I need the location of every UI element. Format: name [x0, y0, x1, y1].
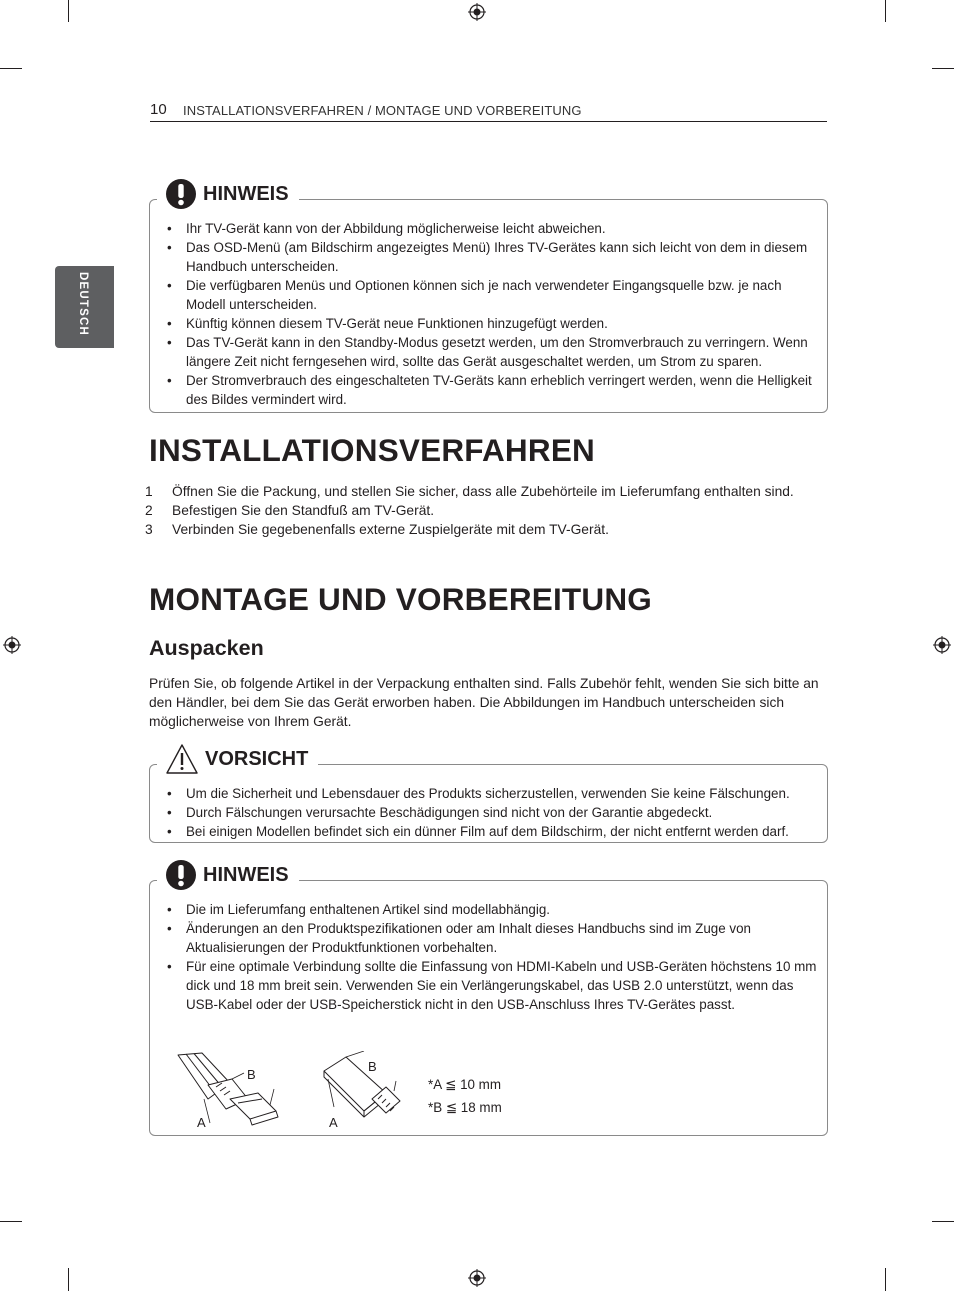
step-number: 1: [145, 484, 153, 499]
caution-title: VORSICHT: [205, 747, 309, 770]
step-text: Verbinden Sie gegebenenfalls externe Zuspielgeräte mit dem TV-Gerät.: [172, 522, 609, 537]
running-header: INSTALLATIONSVERFAHREN / MONTAGE UND VORBEREITUNG: [183, 103, 582, 118]
language-tab-label: DEUTSCH: [77, 272, 89, 336]
note-list: [159, 219, 819, 409]
hdmi-cable-illustration: [172, 1049, 288, 1131]
caution-header: [157, 741, 318, 777]
diagram-label-a: A: [197, 1115, 206, 1130]
list-item: • Das OSD-Menü (am Bildschirm angezeigtes Menü) Ihres TV-Gerätes kann sich leicht von dem in diesem Handbuch unterscheiden.: [159, 238, 819, 276]
crop-mark: [68, 0, 69, 22]
note-title: HINWEIS: [203, 182, 289, 205]
registration-mark-icon: [3, 636, 21, 654]
list-item: • Der Stromverbrauch des eingeschalteten TV-Geräts kann erheblich verringert werden, wenn die Helligkeit des Bildes vermindert wird.: [159, 371, 819, 409]
step-item: [145, 501, 835, 520]
section-heading-installation: INSTALLATIONSVERFAHREN: [149, 432, 595, 468]
size-spec-a: *A ≦ 10 mm: [428, 1077, 501, 1092]
step-text: Öffnen Sie die Packung, und stellen Sie sicher, dass alle Zubehörteile im Lieferumfang enthalten sind.: [172, 484, 794, 499]
registration-mark-icon: [468, 3, 486, 21]
list-item: • Das TV-Gerät kann in den Standby-Modus gesetzt werden, um den Stromverbrauch zu verringern. Wenn längere Zeit nicht ferngesehen wird, sollte das Gerät ausgeschaltet werden, um Strom zu sparen.: [159, 333, 819, 371]
size-spec: [428, 1073, 502, 1119]
language-tab: [55, 266, 114, 348]
auspacken-paragraph: Prüfen Sie, ob folgende Artikel in der Verpackung enthalten sind. Falls Zubehör fehlt, wenden Sie sich bitte an den Händler, bei dem Sie das Gerät erworben haben. Die Abbildungen im Handbuch unterscheiden sich möglicherweise von Ihrem Gerät.: [149, 676, 819, 729]
step-item: [145, 482, 835, 501]
crop-mark: [0, 68, 22, 69]
note-list: [159, 900, 819, 1014]
list-item: • Änderungen an den Produktspezifikationen oder am Inhalt dieses Handbuchs sind im Zuge von Aktualisierungen der Produktfunktionen vorbehalten.: [159, 919, 819, 957]
note-box: [149, 880, 828, 1136]
diagram-label-a: A: [329, 1115, 338, 1130]
step-number: 3: [145, 522, 153, 537]
exclamation-circle-icon: [165, 859, 197, 891]
note-box: [149, 199, 828, 413]
size-spec-b: *B ≦ 18 mm: [428, 1100, 502, 1115]
list-item: • Für eine optimale Verbindung sollte die Einfassung von HDMI-Kabeln und USB-Geräten höchstens 10 mm dick und 18 mm breit sein. Verwenden Sie ein Verlängerungskabel, das USB 2.0 unterstützt, wenn das USB-Kabel oder der USB-Speicherstick nicht in den USB-Anschluss Ihres TV-Gerätes passt.: [159, 957, 819, 1014]
note-header: [157, 857, 299, 893]
list-item: • Die im Lieferumfang enthaltenen Artikel sind modellabhängig.: [159, 900, 819, 919]
crop-mark: [68, 1268, 69, 1291]
note-title: HINWEIS: [203, 863, 289, 886]
step-text: Befestigen Sie den Standfuß am TV-Gerät.: [172, 503, 435, 518]
list-item: • Bei einigen Modellen befindet sich ein dünner Film auf dem Bildschirm, der nicht entfernt werden darf.: [159, 822, 819, 841]
installation-steps: [145, 482, 835, 539]
header-rule: [150, 121, 827, 122]
list-item: • Durch Fälschungen verursachte Beschädigungen sind nicht von der Garantie abgedeckt.: [159, 803, 819, 822]
warning-triangle-icon: [165, 743, 199, 775]
diagram-label-b: B: [247, 1067, 256, 1082]
crop-mark: [885, 0, 886, 22]
crop-mark: [0, 1221, 22, 1222]
registration-mark-icon: [468, 1269, 486, 1287]
caution-list: [159, 784, 819, 841]
list-item: • Die verfügbaren Menüs und Optionen können sich je nach verwendeter Eingangsquelle bzw. je nach Modell unterscheiden.: [159, 276, 819, 314]
note-header: [157, 176, 299, 212]
list-item: • Künftig können diesem TV-Gerät neue Funktionen hinzugefügt werden.: [159, 314, 819, 333]
step-number: 2: [145, 503, 153, 518]
crop-mark: [932, 68, 954, 69]
page-number: 10: [150, 101, 167, 118]
step-item: [145, 520, 835, 539]
exclamation-circle-icon: [165, 178, 197, 210]
registration-mark-icon: [933, 636, 951, 654]
section-heading-montage: MONTAGE UND VORBEREITUNG: [149, 581, 652, 617]
crop-mark: [932, 1221, 954, 1222]
crop-mark: [885, 1268, 886, 1291]
list-item: • Um die Sicherheit und Lebensdauer des Produkts sicherzustellen, verwenden Sie keine Fälschungen.: [159, 784, 819, 803]
list-item: • Ihr TV-Gerät kann von der Abbildung möglicherweise leicht abweichen.: [159, 219, 819, 238]
subsection-heading-auspacken: Auspacken: [149, 636, 264, 660]
diagram-label-b: B: [368, 1059, 377, 1074]
